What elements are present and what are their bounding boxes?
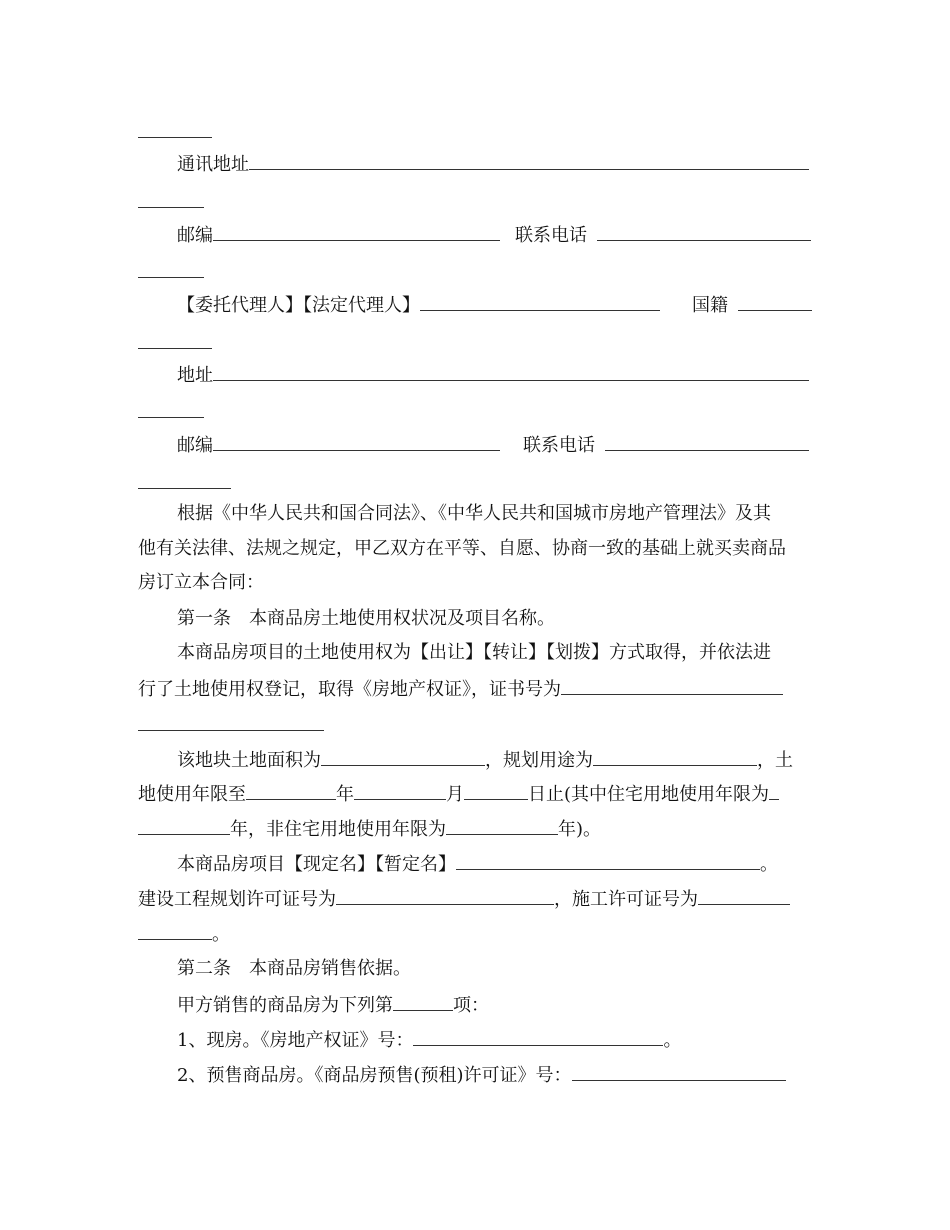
article1-p3-line3	[138, 921, 230, 947]
text-fragment: 。	[663, 1030, 682, 1051]
article2-title: 第二条 本商品房销售依据。	[177, 958, 411, 979]
blank-line	[138, 488, 231, 489]
agent-row	[177, 292, 660, 318]
term-day-blank[interactable]	[464, 781, 528, 800]
article1-p1-line1: 本商品房项目的土地使用权为【出让】【转让】【划拨】方式取得，并依法进	[177, 642, 771, 663]
blank-line	[138, 348, 212, 349]
nationality-label: 国籍	[692, 295, 728, 316]
construction-permit-blank-cont[interactable]	[138, 921, 212, 940]
phone-blank-2[interactable]	[605, 432, 809, 451]
blank-line	[138, 277, 204, 278]
article1-p2-line2	[138, 781, 779, 807]
article1-p3-line2	[138, 886, 790, 912]
postcode-label: 邮编	[177, 225, 213, 246]
address-label: 通讯地址	[177, 154, 249, 175]
text-fragment: ，土	[757, 750, 793, 771]
article1-p3-line1	[177, 851, 778, 877]
certificate-number-blank[interactable]	[561, 676, 783, 695]
presale-label: 2、预售商品房。《商品房预售(预租)许可证》号：	[177, 1065, 572, 1086]
month-label: 月	[446, 784, 464, 805]
blank-line	[138, 730, 324, 731]
postcode-row-2	[177, 432, 500, 458]
phone-row	[515, 222, 811, 248]
article1-p2-line3	[138, 816, 601, 842]
article2-item1	[177, 1027, 681, 1053]
article2-item2	[177, 1062, 786, 1088]
project-name-label: 本商品房项目【现定名】【暂定名】	[177, 854, 456, 875]
phone-label: 联系电话	[515, 225, 587, 246]
preamble-line-2: 他有关法律、法规之规定，甲乙双方在平等、自愿、协商一致的基础上就买卖商品	[138, 538, 786, 559]
blank-line	[138, 417, 204, 418]
residential-term-blank-cont[interactable]	[138, 816, 230, 835]
certificate-label: 行了土地使用权登记，取得《房地产权证》，证书号为	[138, 679, 561, 700]
nonresidential-term-blank[interactable]	[446, 816, 558, 835]
blank-line	[138, 207, 204, 208]
text-fragment: 。	[212, 924, 230, 945]
phone-row-2	[523, 432, 809, 458]
planning-permit-blank[interactable]	[336, 886, 554, 905]
article1-title: 第一条 本商品房土地使用权状况及项目名称。	[177, 608, 555, 629]
term-month-blank[interactable]	[354, 781, 446, 800]
address-blank[interactable]	[249, 151, 809, 170]
phone-blank[interactable]	[597, 222, 811, 241]
address-row	[177, 151, 809, 177]
addr-row	[177, 362, 809, 388]
preamble-line-3: 房订立本合同：	[138, 572, 264, 593]
text-fragment: 项：	[453, 995, 489, 1016]
planning-permit-label: 建设工程规划许可证号为	[138, 889, 336, 910]
planned-use-blank[interactable]	[593, 747, 757, 766]
project-name-blank[interactable]	[456, 851, 760, 870]
text-fragment: 。	[760, 854, 778, 875]
nonresidential-label: 年，非住宅用地使用年限为	[230, 819, 446, 840]
blank-line	[138, 137, 212, 138]
addr-label: 地址	[177, 365, 213, 386]
article2-p1	[177, 992, 489, 1018]
postcode-label-2: 邮编	[177, 435, 213, 456]
text-fragment: 年)。	[558, 819, 602, 840]
addr-blank[interactable]	[213, 362, 809, 381]
term-year-blank[interactable]	[246, 781, 336, 800]
nationality-row	[692, 292, 812, 318]
preamble-line-1: 根据《中华人民共和国合同法》、《中华人民共和国城市房地产管理法》及其	[177, 503, 771, 524]
residential-term-blank[interactable]	[769, 781, 779, 800]
article1-p1-line2	[138, 676, 783, 702]
construction-permit-label: ，施工许可证号为	[554, 889, 698, 910]
land-area-blank[interactable]	[321, 747, 485, 766]
phone-label-2: 联系电话	[523, 435, 595, 456]
agent-blank[interactable]	[420, 292, 660, 311]
term-end-label: 日止(其中住宅用地使用年限为	[528, 784, 770, 805]
agent-label: 【委托代理人】【法定代理人】	[177, 295, 420, 316]
planned-use-label: ，规划用途为	[485, 750, 593, 771]
postcode-blank-2[interactable]	[213, 432, 500, 451]
presale-permit-blank[interactable]	[572, 1062, 786, 1081]
construction-permit-blank[interactable]	[698, 886, 790, 905]
postcode-blank[interactable]	[213, 222, 500, 241]
postcode-row	[177, 222, 500, 248]
term-label: 地使用年限至	[138, 784, 246, 805]
land-area-label: 该地块土地面积为	[177, 750, 321, 771]
property-certificate-blank[interactable]	[413, 1027, 663, 1046]
article1-p2-line1	[177, 747, 793, 773]
existing-house-label: 1、现房。《房地产权证》号：	[177, 1030, 414, 1051]
item-choice-blank[interactable]	[393, 992, 453, 1011]
nationality-blank[interactable]	[738, 292, 812, 311]
item-choice-label: 甲方销售的商品房为下列第	[177, 995, 393, 1016]
year-label: 年	[336, 784, 354, 805]
